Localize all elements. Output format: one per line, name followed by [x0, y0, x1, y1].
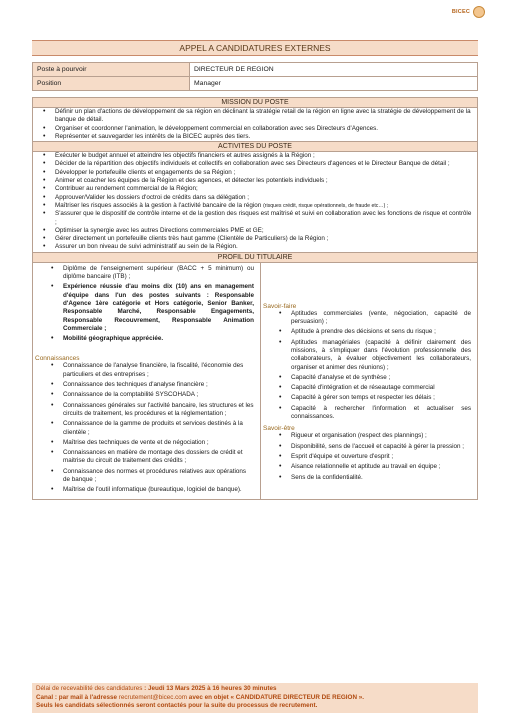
list-item: • Décider de la répartition des objectifs individuels et collectifs en collaboration avec ses Directeurs d'agences et le Directeur Banque de détail ;: [33, 160, 477, 168]
position-label: Position: [33, 77, 190, 91]
mission-list: [33, 108, 477, 141]
list-item: • Représenter et sauvegarder les intérêts de la BICEC auprès des tiers.: [33, 133, 477, 141]
list-item: • Disponibilité, sens de l'accueil et capacité à gérer la pression ;: [261, 443, 477, 451]
mission-section: [32, 108, 478, 141]
list-item: • Diplôme de l'enseignement supérieur (BACC + 5 minimum) ou diplôme bancaire (ITB) ;: [33, 265, 260, 282]
bicec-logo: [452, 6, 485, 18]
deadline-label: Délai de recevabilité des candidatures: [36, 685, 143, 692]
list-item: • Optimiser la synergie avec les autres Directions commerciales PME et GE;: [33, 227, 477, 235]
list-item: • Connaissances en matière de montage des dossiers de crédit et maitrise du circuit de traitement des crédits ;: [33, 449, 260, 466]
page-title: APPEL A CANDIDATURES EXTERNES: [32, 40, 478, 56]
post-row: [33, 63, 478, 77]
activities-heading: ACTIVITES DU POSTE: [32, 141, 478, 152]
list-item: • Animer et coacher les équipes de la Région et des agences, et détecter les potentiels individuels ;: [33, 177, 477, 185]
savoir-faire-title: Savoir-faire: [263, 302, 297, 310]
channel-email[interactable]: recrutement@bicec.com: [118, 693, 188, 701]
list-item: • Capacité d'intégration et de réseautage commercial: [261, 384, 477, 392]
savoir-etre-list: [261, 432, 477, 481]
list-item: • Maîtrise de l'outil informatique (bureautique, logiciel de banque).: [33, 486, 260, 494]
list-item: • Organiser et coordonner l'animation, le développement commercial en collaboration avec ses Directeurs d'Agences.: [33, 125, 477, 133]
profile-section: [32, 263, 478, 500]
list-item: • Rigueur et organisation (respect des plannings) ;: [261, 432, 477, 440]
list-item: [33, 202, 477, 210]
list-item: • Connaissance de la gamme de produits et services destinés à la clientèle ;: [33, 420, 260, 437]
channel-value: : par mail à l'adresse: [53, 693, 119, 701]
list-item: • Connaissance des techniques d'analyse financière ;: [33, 381, 260, 389]
post-label: Poste à pourvoir: [33, 63, 190, 77]
application-footer: [32, 683, 478, 713]
profile-left-column: [33, 263, 261, 499]
list-item: • Connaissance de l'analyse financière, la fiscalité, l'économie des particuliers et des entreprises ;: [33, 362, 260, 379]
deadline-line: [36, 685, 474, 694]
activities-list: [33, 152, 477, 252]
list-item: • Aptitude à prendre des décisions et sens du risque ;: [261, 328, 477, 336]
channel-subject: avec en objet « CANDIDATURE DIRECTEUR DE REGION ».: [187, 693, 364, 701]
list-item: • Connaissances générales sur l'activité bancaire, les structures et les circuits de traitement, les procédures et la réglementation ;: [33, 402, 260, 419]
list-item: • Développer le portefeuille clients et engagements de sa Région ;: [33, 169, 477, 177]
channel-line: [36, 694, 474, 703]
list-item: • Capacité à gérer son temps et respecter les délais ;: [261, 394, 477, 402]
list-item: • Connaissance des normes et procédures relatives aux opérations de banque ;: [33, 468, 260, 485]
list-item: • Esprit d'équipe et ouverture d'esprit ;: [261, 453, 477, 461]
profile-right-column: [261, 263, 477, 499]
knowledge-list: [33, 362, 260, 494]
list-item: • Sens de la confidentialité.: [261, 474, 477, 482]
list-item: • Contribuer au rendement commercial de la Région;: [33, 185, 477, 193]
profile-heading: PROFIL DU TITULAIRE: [32, 252, 478, 263]
position-value: Manager: [190, 77, 478, 91]
list-item: • Approuver/Valider les dossiers d'octroi de crédits dans sa délégation ;: [33, 194, 477, 202]
mission-heading: MISSION DU POSTE: [32, 97, 478, 108]
risk-note: (risques crédit, risque opérationnels, de fraude etc…) ;: [263, 202, 389, 209]
savoir-faire-list: [261, 310, 477, 422]
list-item: • Mobilité géographique appréciée.: [33, 335, 260, 343]
logo-text: BICEC: [451, 9, 470, 15]
position-row: [33, 77, 478, 91]
list-item: • Connaissance de la comptabilité SYSCOHADA ;: [33, 391, 260, 399]
logo-icon: [473, 6, 485, 18]
list-item: • Aptitudes managériales (capacité à définir clairement des missions, à s'impliquer dans l'évolution professionnelle des collaborateurs, à évaluer objectivement les collaborateurs, organiser et animer des réunions) ;: [261, 339, 477, 372]
list-item: • Assurer un bon niveau de suivi administratif au sein de la Région.: [33, 243, 477, 251]
post-info-table: [32, 62, 478, 91]
job-description: [32, 97, 478, 500]
list-item: • Aisance relationnelle et aptitude au travail en équipe ;: [261, 463, 477, 471]
knowledge-title: Connaissances: [35, 355, 80, 363]
deadline-value: : Jeudi 13 Mars 2025 à 16 heures 30 minutes: [142, 685, 277, 692]
list-item: • Exécuter le budget annuel et atteindre les objectifs financiers et autres assignés à la Région ;: [33, 152, 477, 160]
list-item: • S'assurer que le dispositif de contrôle interne et de la gestion des risques est maîtrisé et suivi en collaboration avec les fonctions de risque et contrôle ;: [33, 210, 477, 227]
selection-note: Seuls les candidats sélectionnés seront contactés pour la suite du processus de recrutement.: [36, 702, 318, 710]
list-item: • Aptitudes commerciales (vente, négociation, capacité de persuasion) ;: [261, 310, 477, 327]
experience-intro: Expérience réussie d'au moins dix (10) ans en management d'équipe dans l'un des postes suivants :: [63, 283, 254, 299]
savoir-etre-title: Savoir-être: [263, 425, 295, 433]
post-value: DIRECTEUR DE REGION: [190, 63, 478, 77]
list-item: • Gérer directement un portefeuille clients très haut gamme (Clientèle de Particuliers) de la Région ;: [33, 235, 477, 243]
activities-section: [32, 152, 478, 252]
list-item: • Capacité à rechercher l'information et actualiser ses connaissances.: [261, 405, 477, 422]
list-item: • Maîtrise des techniques de vente et de négociation ;: [33, 439, 260, 447]
risk-text: Maîtriser les risques associés à la gestion à l'activité bancaire de la région: [55, 201, 264, 209]
list-item: • Définir un plan d'actions de développement de sa région en déclinant la stratégie retail de la région en ligne avec la stratégie de développement de la banque de détail.: [33, 108, 477, 125]
qualification-list: [33, 265, 260, 344]
list-item: • Capacité d'analyse et de synthèse ;: [261, 374, 477, 382]
channel-label: Canal: [36, 693, 54, 701]
list-item: [33, 283, 260, 333]
experience-positions: Responsable d'Agence 1ère catégorie et Hors catégorie, Senior Banker, Responsable Marché, Responsable Engagements, Responsable Recouvrement, Responsable Animation Commerciale ;: [63, 291, 254, 332]
